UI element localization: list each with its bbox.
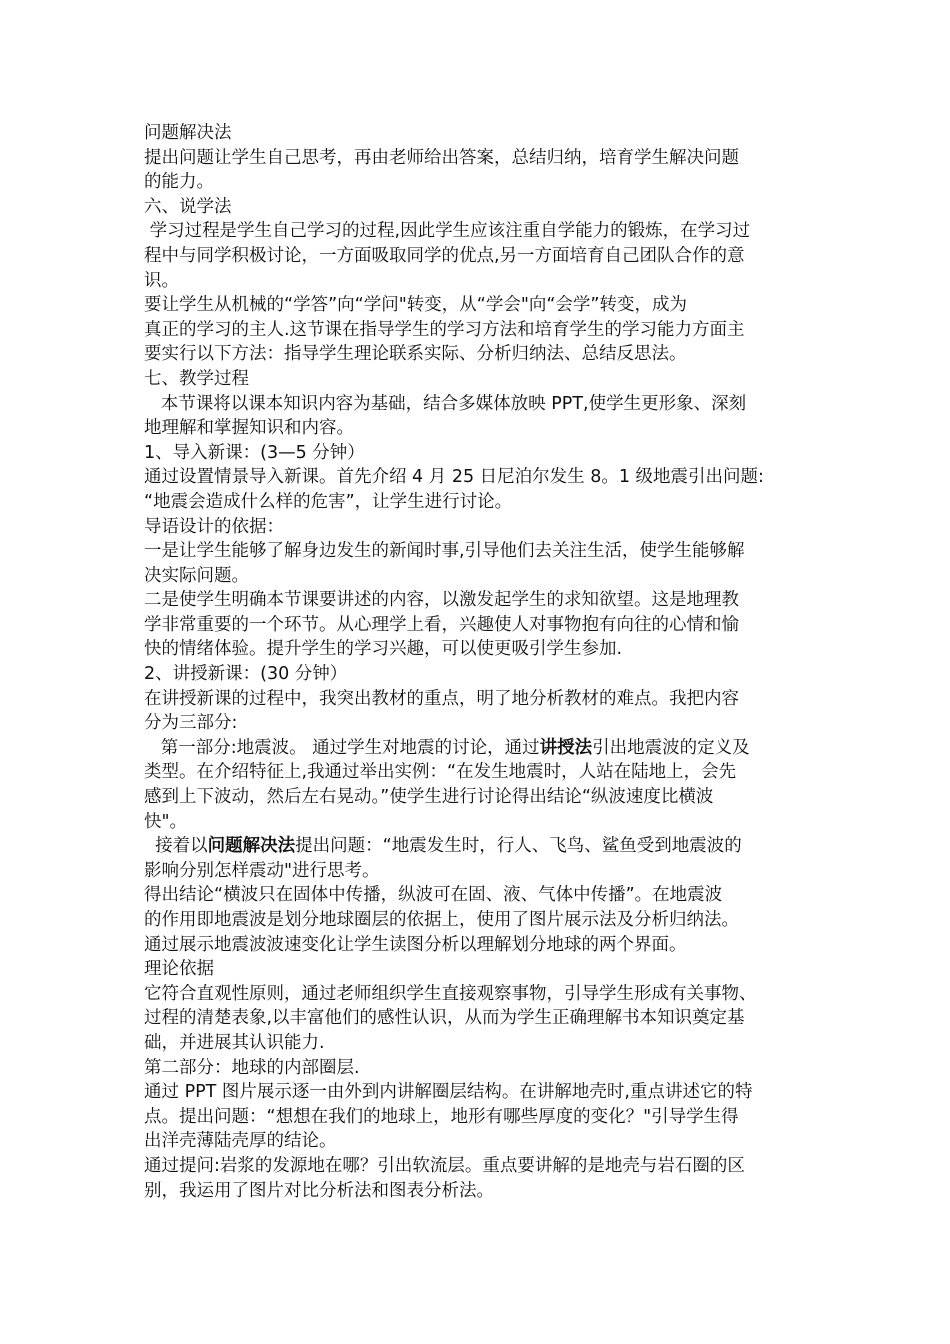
text-line: 它符合直观性原则，通过老师组织学生直接观察事物，引导学生形成有关事物、	[144, 983, 757, 1004]
text-line: 的能力。	[144, 172, 214, 193]
text-line: 一是让学生能够了解身边发生的新闻时事,引导他们去关注生活，使学生能够解	[144, 541, 745, 562]
bold-term: 讲授法	[539, 737, 593, 758]
text-line: 点。提出问题：“想想在我们的地球上，地形有哪些厚度的变化？"引导学生得	[144, 1106, 739, 1127]
text-line: 快"。	[144, 811, 188, 832]
text-line: 影响分别怎样震动"进行思考。	[144, 860, 380, 881]
text-run: 第一部分:地震波。 通过学生对地震的讨论，通过	[144, 737, 540, 758]
text-line: 学习过程是学生自己学习的过程,因此学生应该注重自学能力的锻炼，在学习过	[144, 221, 751, 242]
text-run: 提出问题：“地震发生时，行人、飞鸟、鲨鱼受到地震波的	[295, 836, 742, 857]
subsection-heading: 1、导入新课：(3—5 分钟）	[144, 442, 365, 463]
text-line: 地理解和掌握知识和内容。	[144, 418, 354, 439]
text-line	[144, 736, 814, 761]
text-line: 出洋壳薄陆壳厚的结论。	[144, 1131, 337, 1152]
text-line: 要让学生从机械的“学答”向“学问"转变，从“学会"向“会学”转变，成为	[144, 295, 687, 316]
text-line: 感到上下波动，然后左右晃动。”使学生进行讨论得出结论“纵波速度比横波	[144, 787, 714, 808]
text-line: 提出问题让学生自己思考，再由老师给出答案，总结归纳，培育学生解决问题	[144, 147, 739, 168]
section-heading: 七、教学过程	[144, 368, 249, 389]
text-line: 通过提问:岩浆的发源地在哪？引出软流层。重点要讲解的是地壳与岩石圈的区	[144, 1155, 745, 1176]
text-line: 识。	[144, 270, 179, 291]
text-line: 快的情绪体验。提升学生的学习兴趣，可以使更吸引学生参加.	[144, 639, 623, 660]
text-line: 导语设计的依据：	[144, 516, 284, 537]
text-line: 分为三部分:	[144, 713, 238, 734]
text-line: 通过 PPT 图片展示逐一由外到内讲解圈层结构。在讲解地壳时,重点讲述它的特	[144, 1082, 753, 1103]
text-line: 决实际问题。	[144, 565, 249, 586]
section-heading: 理论依据	[144, 959, 214, 980]
text-line: 二是使学生明确本节课要讲述的内容，以激发起学生的求知欲望。这是地理教	[144, 590, 739, 611]
text-line: 过程的清楚表象,以丰富他们的感性认识，从而为学生正确理解书本知识奠定基	[144, 1008, 745, 1029]
text-line: 程中与同学积极讨论，一方面吸取同学的优点,另一方面培育自己团队合作的意	[144, 245, 745, 266]
text-line: 真正的学习的主人.这节课在指导学生的学习方法和培育学生的学习能力方面主	[144, 319, 745, 340]
document-page	[144, 121, 814, 1203]
text-line: 得出结论“横波只在固体中传播，纵波可在固、液、气体中传播”。在地震波	[144, 885, 723, 906]
text-line: 类型。在介绍特征上,我通过举出实例：“在发生地震时，人站在陆地上，会先	[144, 762, 737, 783]
subsection-heading: 2、讲授新课：(30 分钟）	[144, 664, 348, 685]
text-line: 别，我运用了图片对比分析法和图表分析法。	[144, 1180, 494, 1201]
section-heading: 第二部分：地球的内部圈层.	[144, 1057, 360, 1078]
text-line: 本节课将以课本知识内容为基础，结合多媒体放映 PPT,使学生更形象、深刻	[144, 393, 747, 414]
text-line: 要实行以下方法：指导学生理论联系实际、分析归纳法、总结反思法。	[144, 344, 687, 365]
text-line: “地震会造成什么样的危害”，让学生进行讨论。	[144, 491, 513, 512]
text-line: 在讲授新课的过程中，我突出教材的重点，明了地分析教材的难点。我把内容	[144, 688, 739, 709]
text-line	[144, 834, 814, 859]
text-line: 础，并进展其认识能力.	[144, 1032, 325, 1053]
text-line: 通过展示地震波波速变化让学生读图分析以理解划分地球的两个界面。	[144, 934, 687, 955]
text-line: 的作用即地震波是划分地球圈层的依据上，使用了图片展示法及分析归纳法。	[144, 910, 739, 930]
bold-term: 问题解决法	[207, 836, 296, 857]
text-run: 引出地震波的定义及	[592, 737, 750, 758]
text-line: 通过设置情景导入新课。首先介绍 4 月 25 日尼泊尔发生 8。1 级地震引出问题:	[144, 467, 764, 488]
section-heading: 六、说学法	[144, 196, 232, 217]
text-run: 接着以	[144, 836, 208, 857]
text-line: 问题解决法	[144, 123, 232, 143]
text-line: 学非常重要的一个环节。从心理学上看，兴趣使人对事物抱有向往的心情和愉	[144, 614, 739, 635]
